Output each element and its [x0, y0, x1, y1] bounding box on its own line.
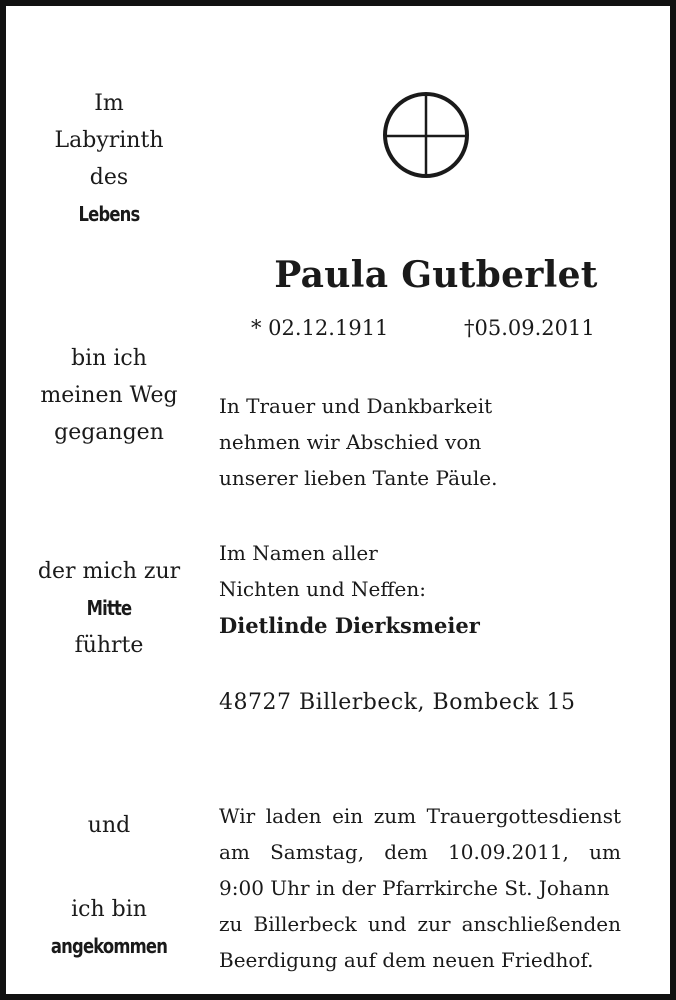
mourning-message: [219, 388, 621, 496]
poem-line: Im: [94, 91, 124, 116]
death-date: †05.09.2011: [464, 316, 595, 340]
poem-emphasis-mitte: Mitte: [86, 596, 132, 620]
family-address: 48727 Billerbeck, Bombeck 15: [219, 690, 576, 715]
poem-line: führte: [74, 633, 144, 658]
word: 10.09.2011,: [448, 840, 569, 864]
poem-line: Labyrinth: [54, 128, 164, 153]
family-block: [219, 535, 621, 645]
word: ein: [332, 804, 364, 828]
word: zur: [417, 912, 451, 936]
message-line: unserer lieben Tante Päule.: [219, 466, 498, 490]
word: laden: [265, 804, 322, 828]
poem-block-2: [6, 340, 212, 451]
poem-line: bin ich: [71, 346, 147, 371]
word: um: [589, 840, 621, 864]
poem-line: der mich zur: [37, 559, 181, 584]
service-line: 9:00 Uhr in der Pfarrkirche St. Johann: [219, 876, 610, 900]
poem-line: gegangen: [54, 420, 164, 445]
poem-block-4: [6, 807, 212, 844]
word: zu: [219, 912, 243, 936]
poem-line: meinen Weg: [40, 383, 178, 408]
poem-block-5: [6, 891, 212, 965]
birth-date: * 02.12.1911: [251, 316, 389, 340]
signer-name: Dietlinde Dierksmeier: [219, 613, 480, 638]
word: am: [219, 840, 250, 864]
poem-line: des: [89, 165, 129, 190]
family-line: Im Namen aller: [219, 541, 378, 565]
service-line: [219, 834, 621, 870]
poem-line: und: [87, 813, 131, 838]
word: Samstag,: [270, 840, 365, 864]
word: Wir: [219, 804, 256, 828]
poem-emphasis-lebens: Lebens: [78, 202, 140, 226]
family-line: Nichten und Neffen:: [219, 577, 427, 601]
message-line: In Trauer und Dankbarkeit: [219, 394, 493, 418]
word: Trauergottesdienst: [426, 804, 621, 828]
service-invitation: [219, 798, 621, 978]
poem-line: ich bin: [71, 897, 147, 922]
word: zum: [373, 804, 417, 828]
service-line: [219, 906, 621, 942]
deceased-name: Paula Gutberlet: [274, 254, 598, 296]
cross-in-circle-icon: [381, 90, 471, 180]
word: anschließenden: [461, 912, 621, 936]
poem-block-3: [6, 553, 212, 664]
word: Billerbeck: [253, 912, 357, 936]
service-line: Beerdigung auf dem neuen Friedhof.: [219, 948, 594, 972]
poem-emphasis-angekommen: angekommen: [50, 934, 168, 958]
poem-block-1: [6, 85, 212, 233]
word: dem: [384, 840, 428, 864]
message-line: nehmen wir Abschied von: [219, 430, 482, 454]
service-line: [219, 798, 621, 834]
word: und: [367, 912, 407, 936]
